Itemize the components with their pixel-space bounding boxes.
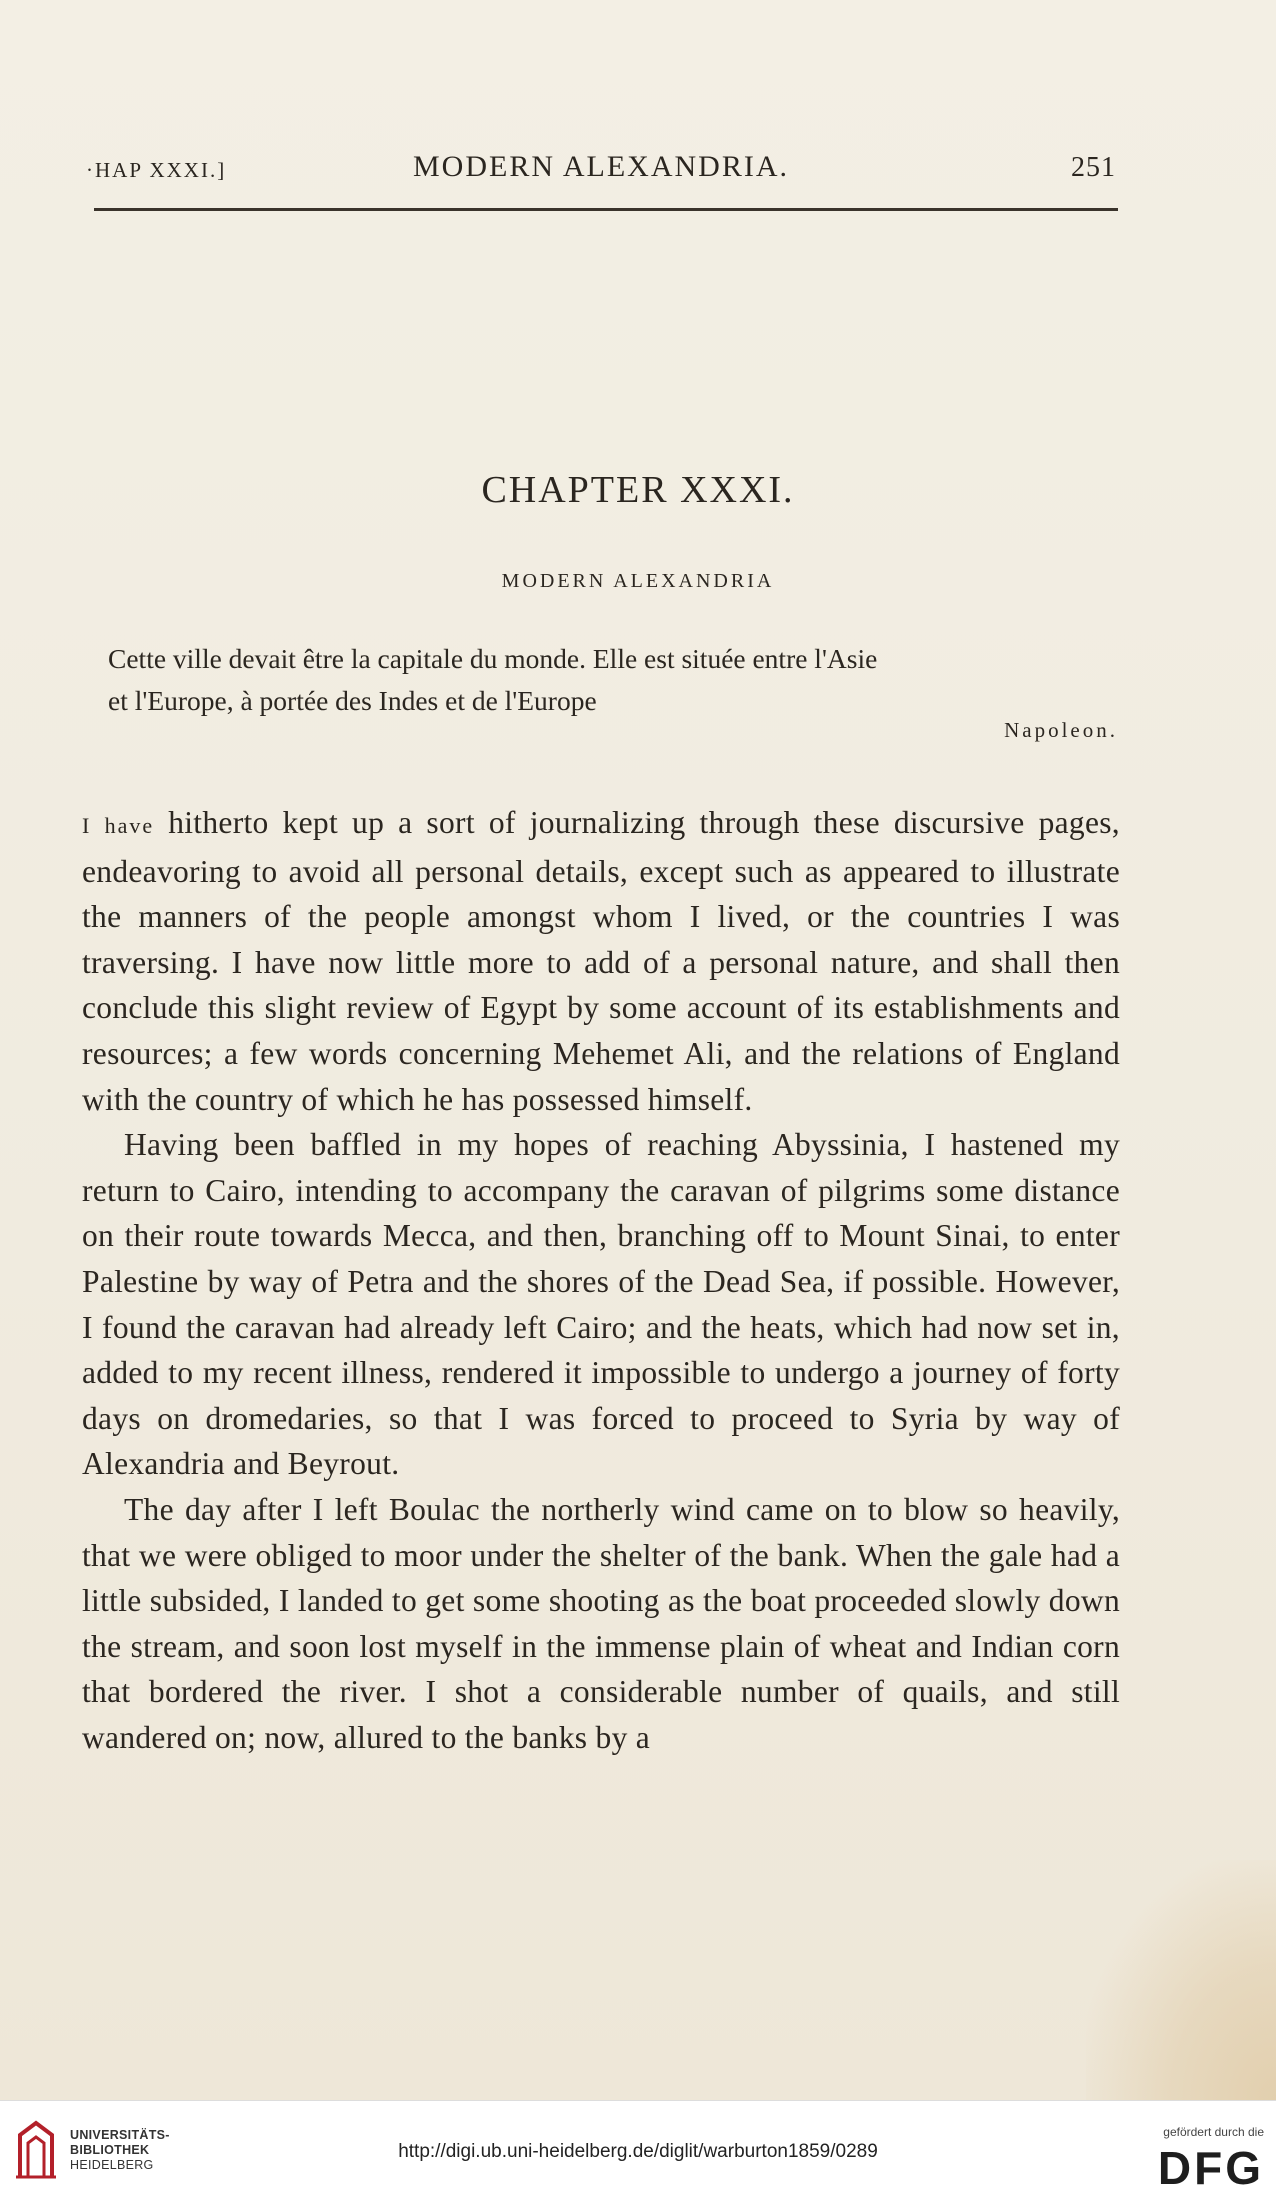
library-name-line: HEIDELBERG <box>70 2158 154 2172</box>
paragraph-3: The day after I left Boulac the northerly wind came on to blow so heavily, that we were obliged to moor under the shelter of the bank. When the gale had a little subsided, I landed to get some shooting as the boat proceeded slowly down the stream, and soon lost myself in the immense plain of wheat and Indian corn that bordered the river. I shot a considerable number of quails, and still wandered on; now, allured to the banks by a <box>82 1491 1120 1755</box>
epigraph <box>108 638 1118 722</box>
paragraph-1-lead: I have <box>82 813 155 838</box>
epigraph-line-2: et l'Europe, à portée des Indes et de l'Europe <box>108 685 597 716</box>
permalink-url[interactable]: http://digi.ub.uni-heidelberg.de/diglit/warburton1859/0289 <box>398 2141 878 2162</box>
dfg-logo[interactable]: DFG <box>1157 2142 1264 2194</box>
page-number: 251 <box>1071 152 1116 183</box>
running-head <box>86 150 1116 196</box>
chapter-subtitle: MODERN ALEXANDRIA <box>501 570 775 592</box>
paragraph-2: Having been baffled in my hopes of reaching Abyssinia, I hastened my return to Cairo, intending to accompany the caravan of pilgrims some distance on their route towards Mecca, and then, branching off to Mount Sinai, to enter Palestine by way of Petra and the shores of the Dead Sea, if possible. However, I found the caravan had already left Cairo; and the heats, which had now set in, added to my recent illness, rendered it impossible to undergo a journey of forty days on dromedaries, so that I was forced to proceed to Syria by way of Alexandria and Beyrout. <box>82 1127 1120 1482</box>
funding-label: gefördert durch die <box>1163 2125 1264 2139</box>
running-head-title: MODERN ALEXANDRIA. <box>413 150 789 183</box>
paragraph-1 <box>82 800 1120 1122</box>
epigraph-line-1: Cette ville devait être la capitale du monde. Elle est située entre l'Asie <box>108 643 878 674</box>
epigraph-attribution: Napoleon. <box>1004 718 1118 742</box>
paragraph-1-text: hitherto kept up a sort of journalizing through these discursive pages, endeavoring to avoid all personal details, except such as appeared to illustrate the manners of the people amongst whom I lived, or the countries I was traversing. I have now little more to add of a personal nature, and shall then conclude this slight review of Egypt by some account of its establishments and resources; a few words concerning Mehemet Ali, and the relations of England with the country of which he has possessed himself. <box>82 805 1120 1117</box>
digitization-footer <box>0 2100 1276 2202</box>
body-text <box>82 800 1120 1760</box>
library-name-line: UNIVERSITÄTS- <box>70 2128 170 2142</box>
chapter-title: CHAPTER XXXI. <box>481 469 795 511</box>
paper-stain <box>1086 1860 1276 2100</box>
header-rule <box>94 208 1118 211</box>
library-name-line: BIBLIOTHEK <box>70 2143 150 2157</box>
running-head-chapter: ·HAP XXXI.] <box>86 158 227 182</box>
